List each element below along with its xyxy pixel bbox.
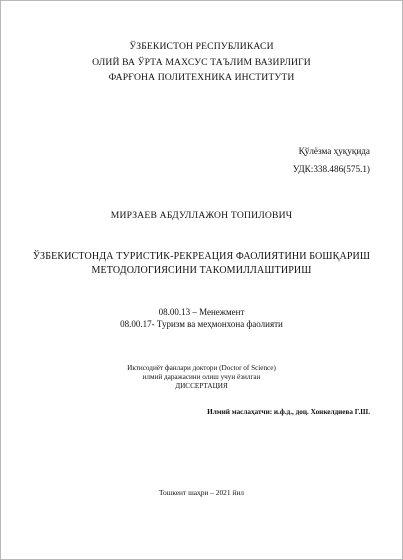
specialty-code-2: 08.00.17- Туризм ва меҳмонхона фаолияти	[120, 319, 283, 329]
title-page	[2, 2, 401, 558]
institute-name: ФАРҒОНА ПОЛИТЕХНИКА ИНСТИТУТИ	[108, 72, 295, 83]
dissertation-title-line-1: ЎЗБЕКИСТОНДА ТУРИСТИК-РЕКРЕАЦИЯ ФАОЛИЯТИНИ БОШҚАРИШ	[32, 251, 371, 262]
manuscript-rights-note: Қўлёзма ҳуқуқида	[298, 146, 370, 156]
document-type-label: ДИССЕРТАЦИЯ	[175, 382, 228, 390]
ministry-name: ОЛИЙ ВА ЎРТА МАХСУС ТАЪЛИМ ВАЗИРЛИГИ	[92, 57, 311, 68]
author-name: МИРЗАЕВ АБДУЛЛАЖОН ТОПИЛОВИЧ	[110, 210, 293, 221]
degree-line-1: Иктисодиёт фанлари доктори (Doctor of Science)	[127, 364, 276, 372]
scientific-advisor: Илмий маслаҳатчи: и.ф.д., доц. Хонкелдиева Г.Ш.	[207, 408, 370, 416]
city-year-footer: Тошкент шаҳри – 2021 йил	[159, 488, 244, 497]
country-name: ЎЗБЕКИСТОН РЕСПУБЛИКАСИ	[129, 41, 274, 52]
specialty-code-1: 08.00.13 – Менежмент	[158, 307, 245, 317]
dissertation-title-line-2: МЕТОДОЛОГИЯСИНИ ТАКОМИЛЛАШТИРИШ	[91, 265, 312, 276]
degree-line-2: илмий даражасини олиш учун ёзилган	[142, 373, 261, 381]
udc-code: УДК:338.486(575.1)	[292, 164, 370, 174]
